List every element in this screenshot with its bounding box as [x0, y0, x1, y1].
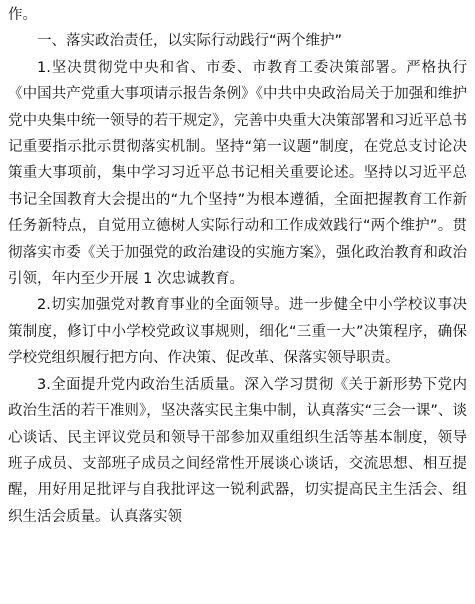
section-heading: 一、落实政治责任，以实际行动践行“两个维护” — [37, 33, 343, 50]
paragraph-fragment: 作。 — [8, 7, 37, 23]
paragraph-1: 1.坚决贯彻党中央和省、市委、市教育工委决策部署。严格执行《中国共产党重大事项请示报告条例》《中共中央政治局关于加强和维护党中央集中统一领导的若干规定》，完善中央重大决策部署和习近平总书记重要指示批示贯彻落实机制。坚持“第一议题”制度，在党总支讨论决策重大事项前，集中学习习近平总书记相关重要论述。坚持以习近平总书记全国教育大会提出的“九个坚持”为根本遵循，全面把握教育工作新任务新特点，自觉用立德树人实际行动和工作成效践行“两个维护”。贯彻落实市委《关于加强党的政治建设的实施方案》，强化政治教育和政治引领，年内至少开展 1 次忠诚教育。 — [8, 59, 467, 288]
paragraph-3: 3.全面提升党内政治生活质量。深入学习贯彻《关于新形势下党内政治生活的若干准则》，坚决落实民主集中制，认真落实“三会一课”、谈心谈话、民主评议党员和领导干部参加双重组织生活等基本制度，领导班子成员、支部班子成员之间经常性开展谈心谈话，交流思想、相互提醒，用好用足批评与自我批评这一锐利武器，切实提高民主生活会、组织生活会质量。认真落实领 — [8, 376, 467, 525]
paragraph-2: 2.切实加强党对教育事业的全面领导。进一步健全中小学校议事决策制度，修订中小学校党政议事规则，细化“三重一大”决策程序，确保学校党组织履行把方向、作决策、促改革、保落实领导职责。 — [8, 297, 467, 367]
